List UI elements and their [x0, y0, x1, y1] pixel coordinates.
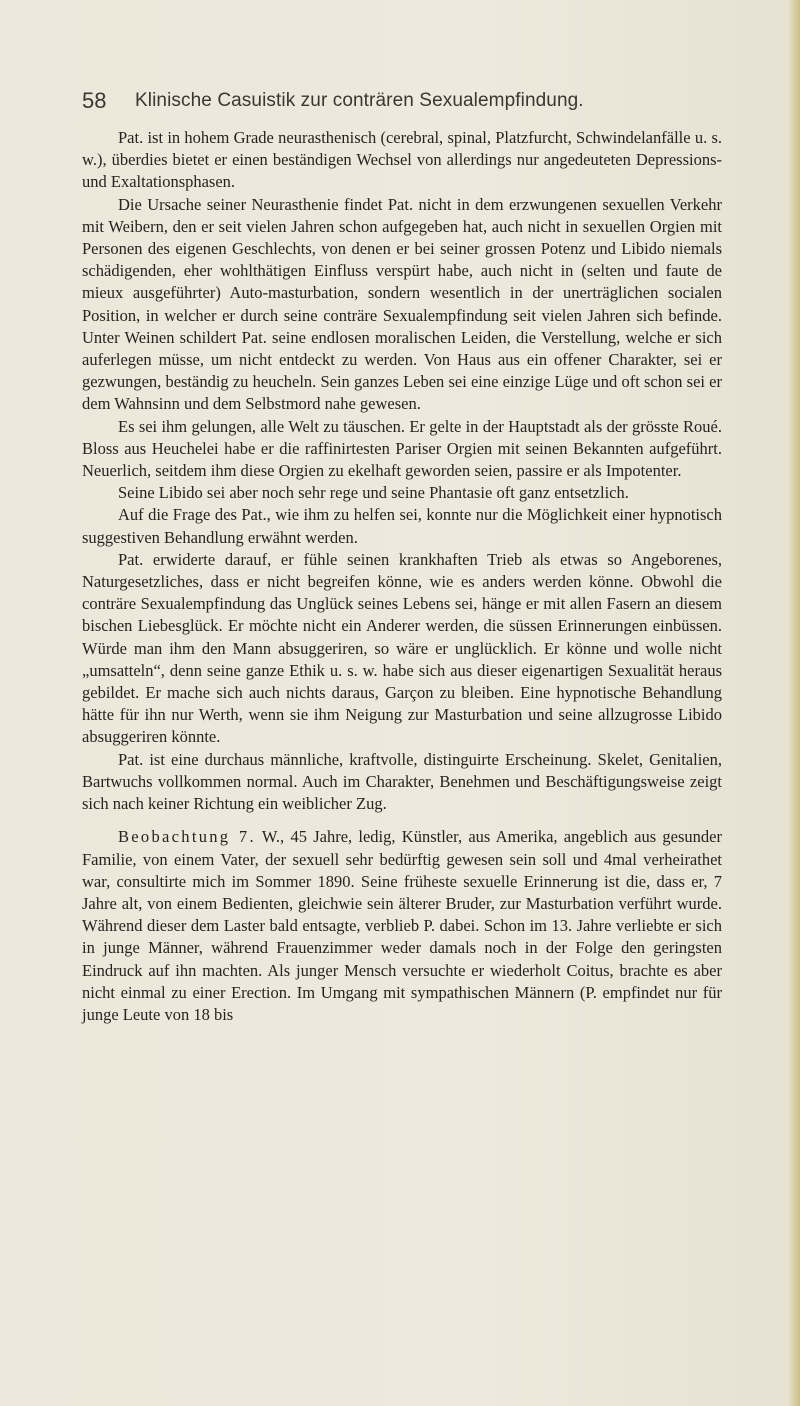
running-header: [82, 86, 722, 120]
observation-label: Beobachtung 7.: [118, 827, 256, 847]
paragraph: Seine Libido sei aber noch sehr rege und seine Phantasie oft ganz entsetzlich.: [118, 483, 629, 503]
observation-paragraph: [82, 826, 722, 1026]
paragraph: Auf die Frage des Pat., wie ihm zu helfen sei, konnte nur die Möglichkeit einer hypnotisch suggestiven Behandlung erwähnt werden.: [82, 505, 722, 547]
paragraph: Pat. ist in hohem Grade neurasthenisch (cerebral, spinal, Platzfurcht, Schwindelanfälle u. s. w.), überdies bietet er einen beständigen Wechsel von allerdings nur angedeuteten Depressions- und Exaltationsphasen.: [82, 128, 722, 192]
paragraph: Es sei ihm gelungen, alle Welt zu täuschen. Er gelte in der Hauptstadt als der grösste Roué. Bloss aus Heuchelei habe er die raffinirtesten Pariser Orgien mit seinen Bekannten aufgeführt. Neuerlich, seitdem ihm diese Orgien zu ekelhaft geworden seien, passire er als Impotenter.: [82, 416, 722, 481]
observation-text: W., 45 Jahre, ledig, Künstler, aus Amerika, angeblich aus gesunder Familie, von einem Vater, der sexuell sehr bedürftig gewesen sein soll und 4mal verheirathet war, consultirte mich im Sommer 1890. Seine früheste sexuelle Erinnerung ist die, dass er, 7 Jahre alt, von einem Bedienten, gleichwie sein älterer Bruder, zur Masturbation verführt wurde. Während dieser dem Laster bald entsagte, verblieb P. dabei. Schon im 13. Jahre verliebte er sich in junge Männer, während Frauenzimmer weder damals noch in der Folge den geringsten Eindruck auf ihn machten. Als junger Mensch versuchte er wiederholt Coitus, brachte es aber nicht einmal zu einer Erection. Im Umgang mit sympathischen Männern (P. empfindet nur für junge Leute von 18 bis: [82, 827, 722, 1024]
paragraph: Pat. ist eine durchaus männliche, kraftvolle, distinguirte Erscheinung. Skelet, Genitalien, Bartwuchs vollkommen normal. Auch im Charakter, Benehmen und Beschäftigungsweise zeigt sich nach keiner Richtung ein weiblicher Zug.: [82, 749, 722, 814]
paragraph: Die Ursache seiner Neurasthenie findet Pat. nicht in dem erzwungenen sexuellen Verkehr mit Weibern, den er seit vielen Jahren schon aufgegeben hat, auch nicht in sexuellen Orgien mit Personen des eigenen Geschlechts, von denen er bei seiner grossen Potenz und Libido niemals schädigenden, eher wohlthätigen Einfluss verspürt habe, auch nicht in (selten und faute de mieux ausgeführter) Auto-masturbation, sondern wesentlich in der unerträglichen socialen Position, in welcher er durch seine conträre Sexualempfindung seit vielen Jahren sich befinde. Unter Weinen schildert Pat. seine endlosen moralischen Leiden, die Verstellung, welche er sich auferlegen müsse, um nicht entdeckt zu werden. Von Haus aus ein offener Charakter, sei er gezwungen, beständig zu heucheln. Sein ganzes Leben sei eine einzige Lüge und oft schon sei er dem Wahnsinn und dem Selbstmord nahe gewesen.: [82, 194, 722, 414]
body-text: [82, 127, 722, 1026]
paragraph: Pat. erwiderte darauf, er fühle seinen krankhaften Trieb als etwas so Angeborenes, Naturgesetzliches, dass er nicht begreifen könne, wie es anders werden könne. Obwohl die conträre Sexualempfindung das Unglück seines Lebens sei, hänge er mit allen Fasern an diesem bischen Liebesglück. Er möchte nicht ein Anderer werden, die süssen Erinnerungen einbüssen. Würde man ihm den Mann absuggeriren, so wäre er unglücklich. Er könne und wolle nicht „umsatteln“, denn seine ganze Ethik u. s. w. habe sich aus dieser eigenartigen Sexualität heraus gebildet. Er mache sich auch nichts daraus, Garçon zu bleiben. Eine hypnotische Behandlung hätte für ihn nur Werth, wenn sie ihm Neigung zur Masturbation und seine allzugrosse Libido absuggeriren könnte.: [82, 549, 722, 747]
page-number: 58: [82, 88, 107, 113]
running-title: Klinische Casuistik zur conträren Sexualempfindung.: [135, 90, 584, 111]
page-edge: [788, 0, 800, 1406]
